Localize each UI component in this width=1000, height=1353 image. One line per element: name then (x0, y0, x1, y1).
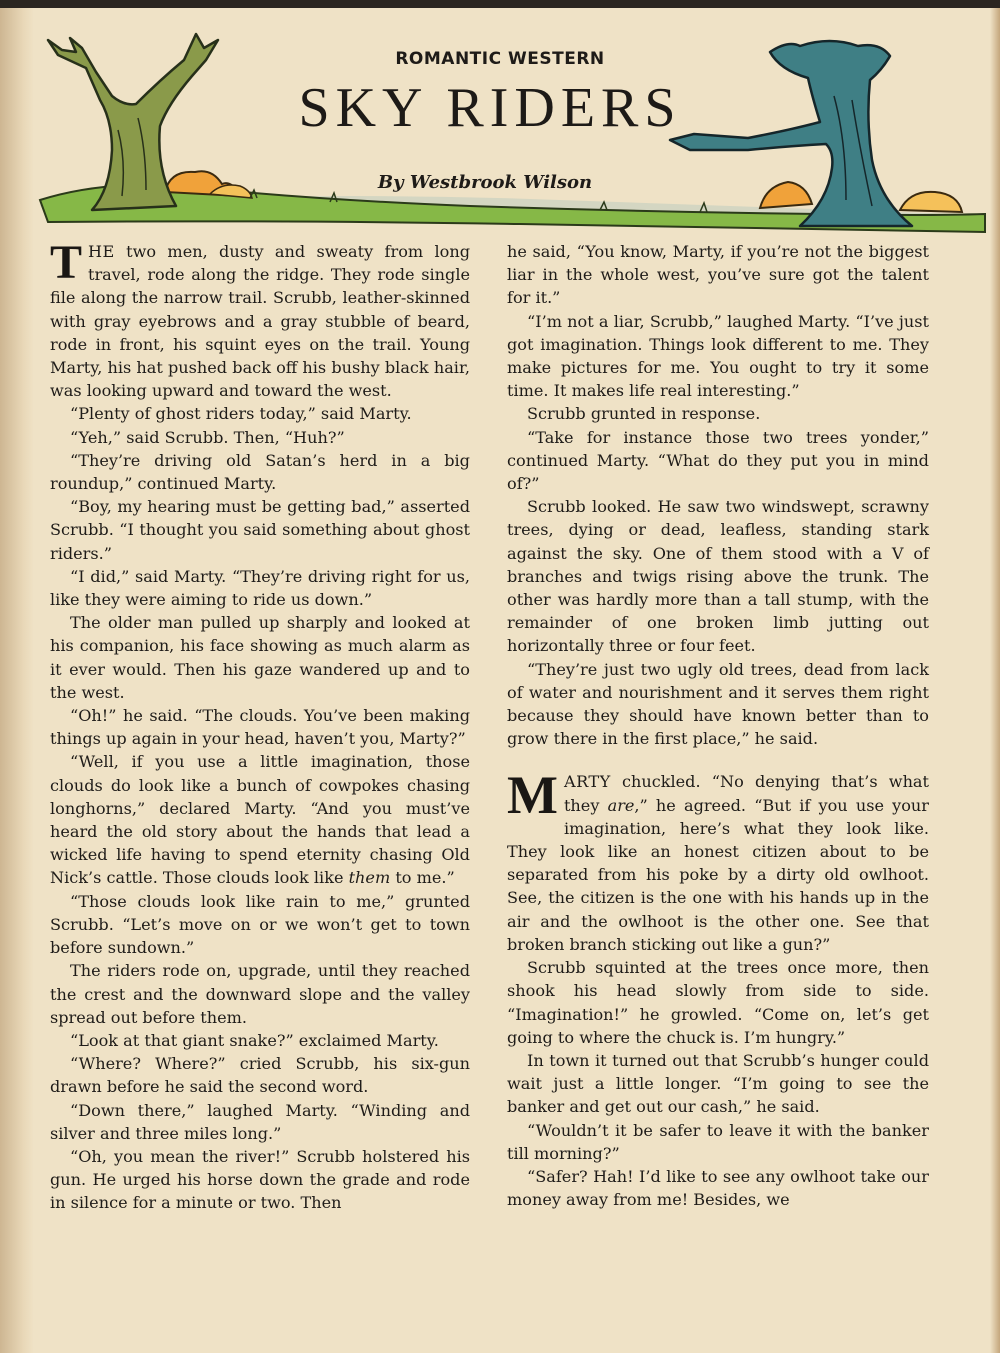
paragraph: “Take for instance those two trees yonder,” continued Marty. “What do they put you in mind of?” (507, 427, 929, 494)
paragraph: he said, “You know, Marty, if you’re not the biggest liar in the whole west, you’ve sure got the talent for it.” (507, 242, 929, 308)
paragraph: “Oh!” he said. “The clouds. You’ve been making things up again in your head, haven’t you, Marty?” (50, 706, 470, 749)
paragraph: Scrubb grunted in response. (527, 404, 761, 424)
paragraph-text: “Well, if you use a little imagination, those clouds do look like a bunch of cowpokes chasing longhorns,” declared Marty. “And you must’ve heard the old story about the hands that lead a wicked life having to spend eternity chasing Old Nick’s cattle. Those clouds look like (50, 752, 470, 888)
story-column-right (507, 240, 929, 1211)
drop-cap: T (50, 236, 83, 289)
paragraph: “Oh, you mean the river!” Scrubb holstered his gun. He urged his horse down the grade and rode in silence for a minute or two. Then (50, 1146, 470, 1213)
emphasis: them (348, 868, 391, 888)
paragraph (50, 236, 470, 402)
paragraph (50, 750, 470, 889)
story-title: SKY RIDERS (298, 77, 682, 139)
paragraph: “Where? Where?” cried Scrubb, his six-gun drawn before he said the second word. (50, 1054, 470, 1097)
paragraph: In town it turned out that Scrubb’s hunger could wait just a little longer. “I’m going to see the banker and get out our cash,” he said. (507, 1050, 929, 1117)
paragraph-text: chuckled. “No denying that’s what they (563, 772, 929, 815)
paragraph-text: ,” he agreed. “But if you use your imagination, here’s what they look like. They look like an honest citizen about to be separated from his poke by a dirty old owlhoot. See, the citizen is the one with his hands up in the air and the owlhoot is the other one. See that broken branch sticking out like a gun?” (507, 795, 929, 954)
paragraph: The riders rode on, upgrade, until they reached the crest and the downward slope and the valley spread out before them. (50, 961, 470, 1027)
story-kicker: ROMANTIC WESTERN (395, 49, 605, 69)
paragraph (507, 765, 929, 956)
paragraph: “Yeh,” said Scrubb. Then, “Huh?” (70, 427, 345, 447)
paragraph: “Those clouds look like rain to me,” grunted Scrubb. “Let’s move on or we won’t get to town before sundown.” (50, 891, 470, 958)
paragraph: The older man pulled up sharply and looked at his companion, his face showing as much alarm as it ever would. Then his gaze wandered up and to the west. (50, 613, 470, 702)
drop-cap: M (507, 765, 558, 826)
paragraph: “Plenty of ghost riders today,” said Marty. (70, 404, 412, 424)
paragraph: “I did,” said Marty. “They’re driving right for us, like they were aiming to ride us down.” (50, 566, 470, 610)
paragraph: “They’re just two ugly old trees, dead from lack of water and nourishment and it serves them right because they should have known better than to grow there in the first place,” he said. (507, 659, 929, 749)
paragraph: “Wouldn’t it be safer to leave it with the banker till morning?” (507, 1120, 929, 1163)
paragraph: Scrubb looked. He saw two windswept, scrawny trees, dying or dead, leafless, standing stark against the sky. One of them stood with a V of branches and twigs rising above the trunk. The other was hardly more than a tall stump, with the remainder of one broken limb jutting out horizontally three or four feet. (507, 497, 929, 656)
paragraph: “Boy, my hearing must be getting bad,” asserted Scrubb. “I thought you said something about ghost riders.” (50, 497, 470, 563)
paragraph: “Safer? Hah! I’d like to see any owlhoot take our money away from me! Besides, we (507, 1166, 929, 1210)
paragraph-text: to me.” (390, 868, 455, 888)
lead-in: ARTY (563, 772, 611, 792)
paragraph: “I’m not a liar, Scrubb,” laughed Marty. “I’ve just got imagination. Things look different to me. They make pictures for me. You ought to try it some time. It makes life real interesting.” (507, 311, 929, 401)
byline: By Westbrook Wilson (377, 172, 593, 193)
story-column-left (50, 236, 470, 1215)
paragraph: “They’re driving old Satan’s herd in a big roundup,” continued Marty. (50, 450, 470, 494)
paragraph: “Down there,” laughed Marty. “Winding and silver and three miles long.” (50, 1100, 470, 1143)
paragraph: Scrubb squinted at the trees once more, then shook his head slowly from side to side. “Imagination!” he growled. “Come on, let’s get going to where the chuck is. I’m hungry.” (507, 958, 929, 1047)
emphasis: are (607, 795, 635, 815)
lead-in: HE (88, 242, 115, 261)
paragraph-text: two men, dusty and sweaty from long travel, rode along the ridge. They rode single file along the narrow trail. Scrubb, leather-skinned with gray eyebrows and a gray stubble of beard, rode in front, his squint eyes on the trail. Young Marty, his hat pushed back off his bushy black hair, was looking upward and toward the west. (50, 242, 470, 401)
paragraph: “Look at that giant snake?” exclaimed Marty. (70, 1030, 439, 1050)
